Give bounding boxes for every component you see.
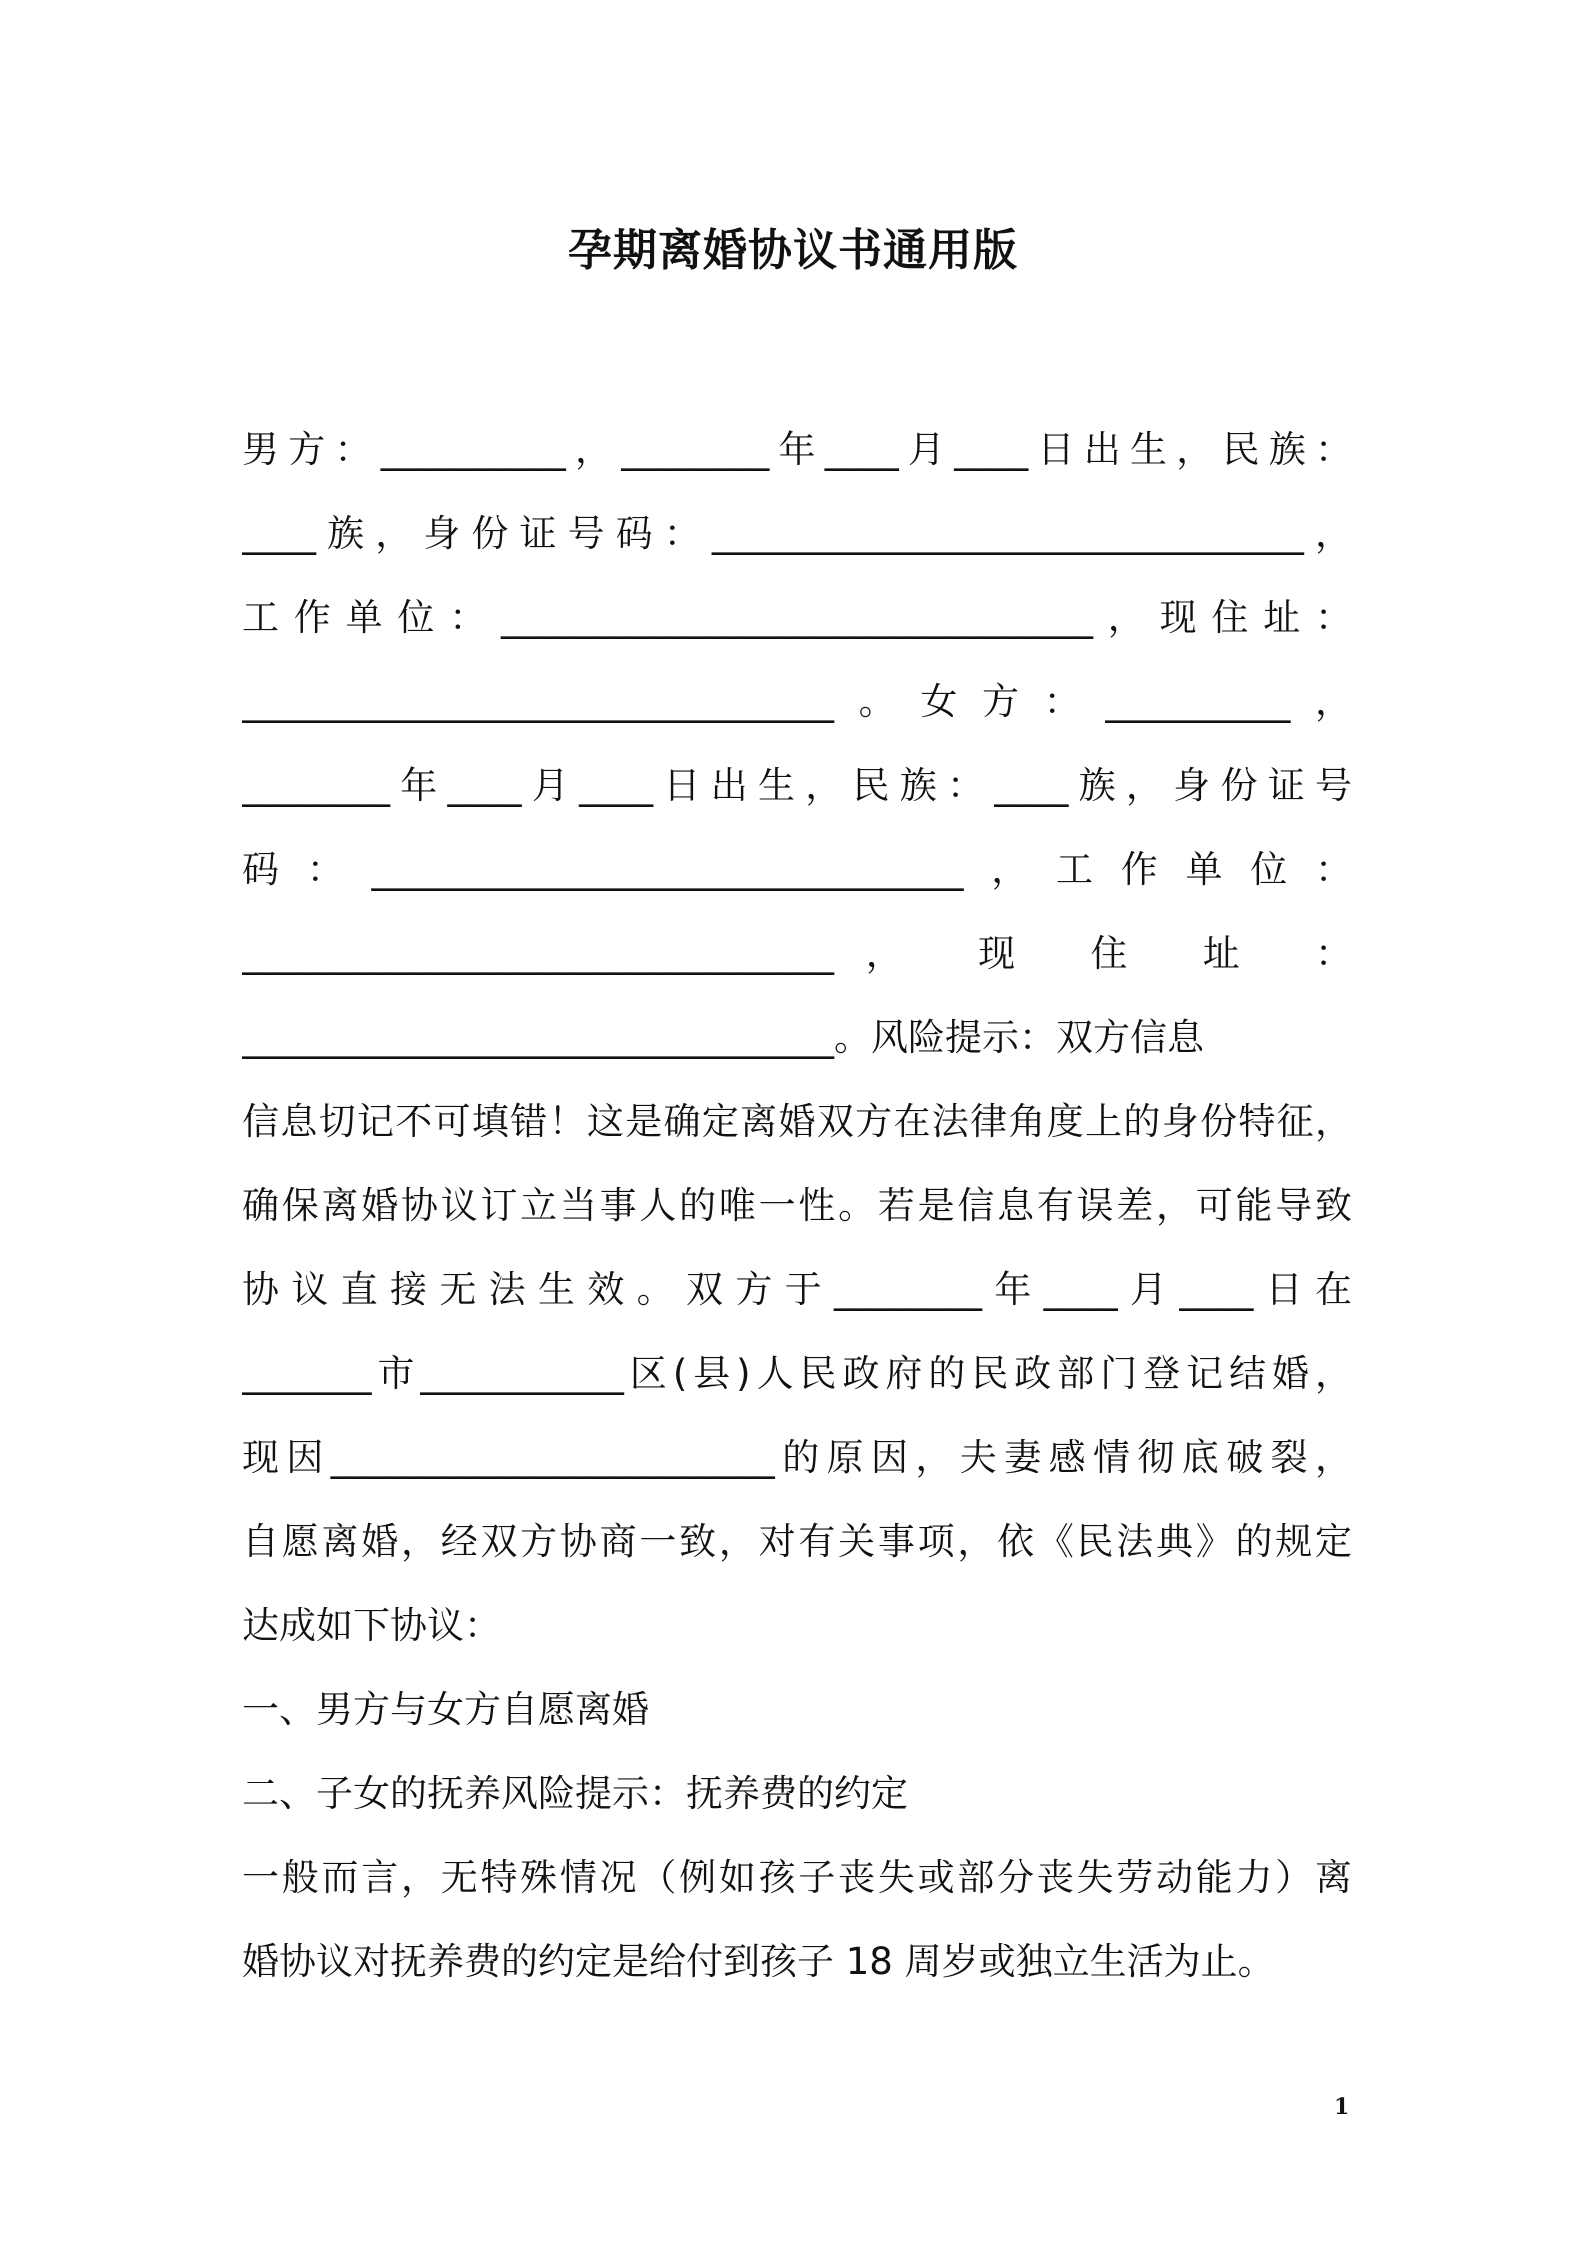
document-title: 孕期离婚协议书通用版 [568,225,1018,276]
text-line-support-age: 婚协议对抚养费的约定是给付到孩子 18 周岁或独立生活为止。 [242,1940,1275,1983]
text-line-female-name: ________________________________。女方：__________， [242,680,1352,723]
text-line-uniqueness: 确保离婚协议订立当事人的唯一性。若是信息有误差，可能导致 [242,1184,1352,1227]
text-line-reason: 现因________________________的原因，夫妻感情彻底破裂， [242,1436,1352,1479]
clause-heading-2: 二、子女的抚养风险提示：抚养费的约定 [242,1772,908,1815]
text-line-risk-detail: 信息切记不可填错！这是确定离婚双方在法律角度上的身份特征， [242,1100,1352,1143]
text-line-female-address: ________________________________， 现 住 址 ： [242,932,1352,975]
text-line-support-general: 一般而言，无特殊情况（例如孩子丧失或部分丧失劳动能力）离 [242,1856,1352,1899]
agreement-body [242,408,1352,2004]
text-line-registration: _______市___________区(县)人民政府的民政部门登记结婚， [242,1352,1352,1395]
clause-heading-1: 一、男方与女方自愿离婚 [242,1688,649,1731]
text-line-agreement-intro: 达成如下协议： [242,1604,501,1647]
text-line-female-id: 码：________________________________，工作单位： [242,848,1352,891]
text-line-male-id: ____族，身份证号码：________________________________， [242,512,1352,555]
text-line-male-name: 男方：__________，________年____月____日出生，民族： [242,428,1352,471]
text-line-female-birth: ________年____月____日出生，民族：____族，身份证号 [242,764,1352,807]
text-line-male-work: 工作单位：________________________________，现住址： [242,596,1352,639]
text-line-voluntary: 自愿离婚，经双方协商一致，对有关事项，依《民法典》的规定 [242,1520,1352,1563]
text-line-marriage-date: 协议直接无法生效。双方于________年____月____日在 [242,1268,1352,1311]
text-line-risk-tip: ________________________________。风险提示：双方信息 [242,1016,1204,1059]
page-number: 1 [1334,2094,1350,2120]
